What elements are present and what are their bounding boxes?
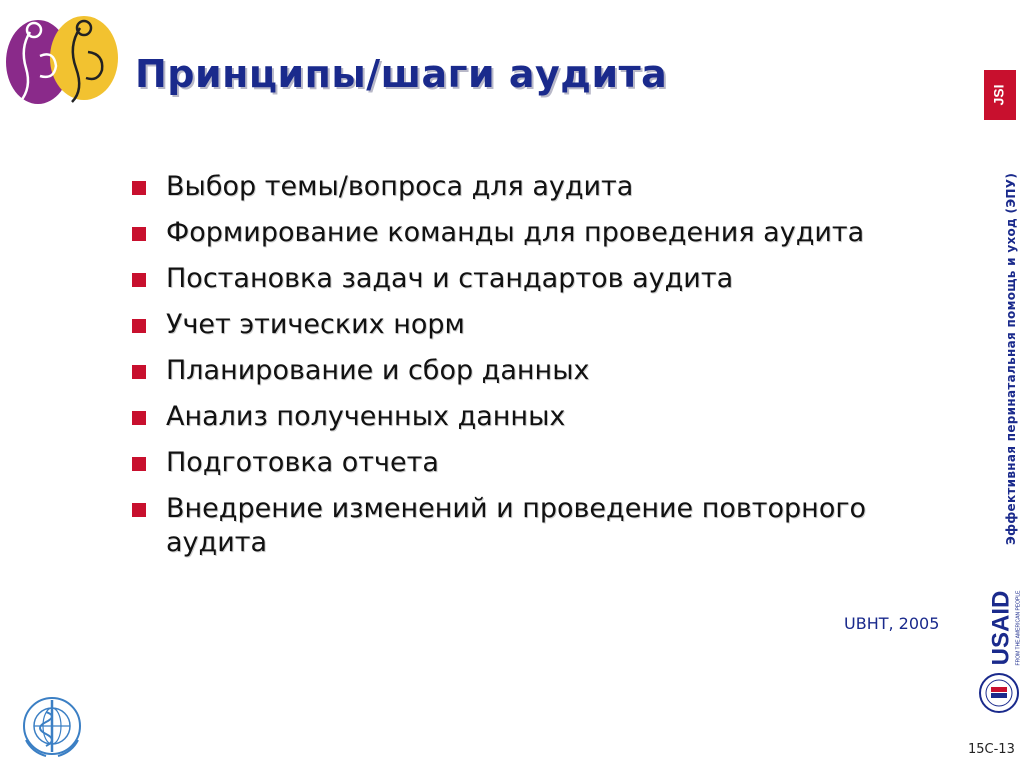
- bullet-square-icon: [132, 227, 146, 241]
- source-citation: UBHT, 2005: [844, 614, 940, 633]
- list-item: [130, 446, 950, 480]
- bullet-text: Формирование команды для проведения аудита: [166, 217, 865, 248]
- list-item: [130, 308, 950, 342]
- svg-text:JSI: JSI: [990, 84, 1007, 106]
- bullet-text: Выбор темы/вопроса для аудита: [166, 171, 634, 202]
- svg-text:FROM THE AMERICAN PEOPLE: FROM THE AMERICAN PEOPLE: [1015, 590, 1022, 666]
- mother-baby-logo-icon: [4, 12, 120, 108]
- list-item: [130, 400, 950, 434]
- usaid-logo-icon: [980, 578, 1024, 678]
- bullet-square-icon: [132, 411, 146, 425]
- bullet-text: Внедрение изменений и проведение повторного аудита: [166, 493, 867, 558]
- bullet-square-icon: [132, 319, 146, 333]
- who-emblem-icon: [18, 692, 86, 760]
- list-item: [130, 262, 950, 296]
- list-item: [130, 216, 950, 250]
- bullet-square-icon: [132, 457, 146, 471]
- seal-icon: [978, 672, 1020, 714]
- bullet-text: Планирование и сбор данных: [166, 355, 590, 386]
- bullet-list: [130, 170, 950, 572]
- bullet-text: Подготовка отчета: [166, 447, 439, 478]
- jsi-logo-icon: [984, 70, 1016, 120]
- svg-text:USAID: USAID: [987, 590, 1015, 666]
- side-caption: Эффективная перинатальная помощь и уход (ЭПУ): [1004, 172, 1018, 545]
- bullet-square-icon: [132, 273, 146, 287]
- bullet-text: Постановка задач и стандартов аудита: [166, 263, 734, 294]
- bullet-square-icon: [132, 365, 146, 379]
- list-item: [130, 354, 950, 388]
- list-item: [130, 170, 950, 204]
- bullet-square-icon: [132, 181, 146, 195]
- bullet-text: Учет этических норм: [166, 309, 465, 340]
- slide-number: 15C-13: [968, 742, 1015, 757]
- bullet-square-icon: [132, 503, 146, 517]
- bullet-text: Анализ полученных данных: [166, 401, 566, 432]
- slide-title: Принципы/шаги аудита: [135, 52, 668, 96]
- list-item: [130, 492, 950, 560]
